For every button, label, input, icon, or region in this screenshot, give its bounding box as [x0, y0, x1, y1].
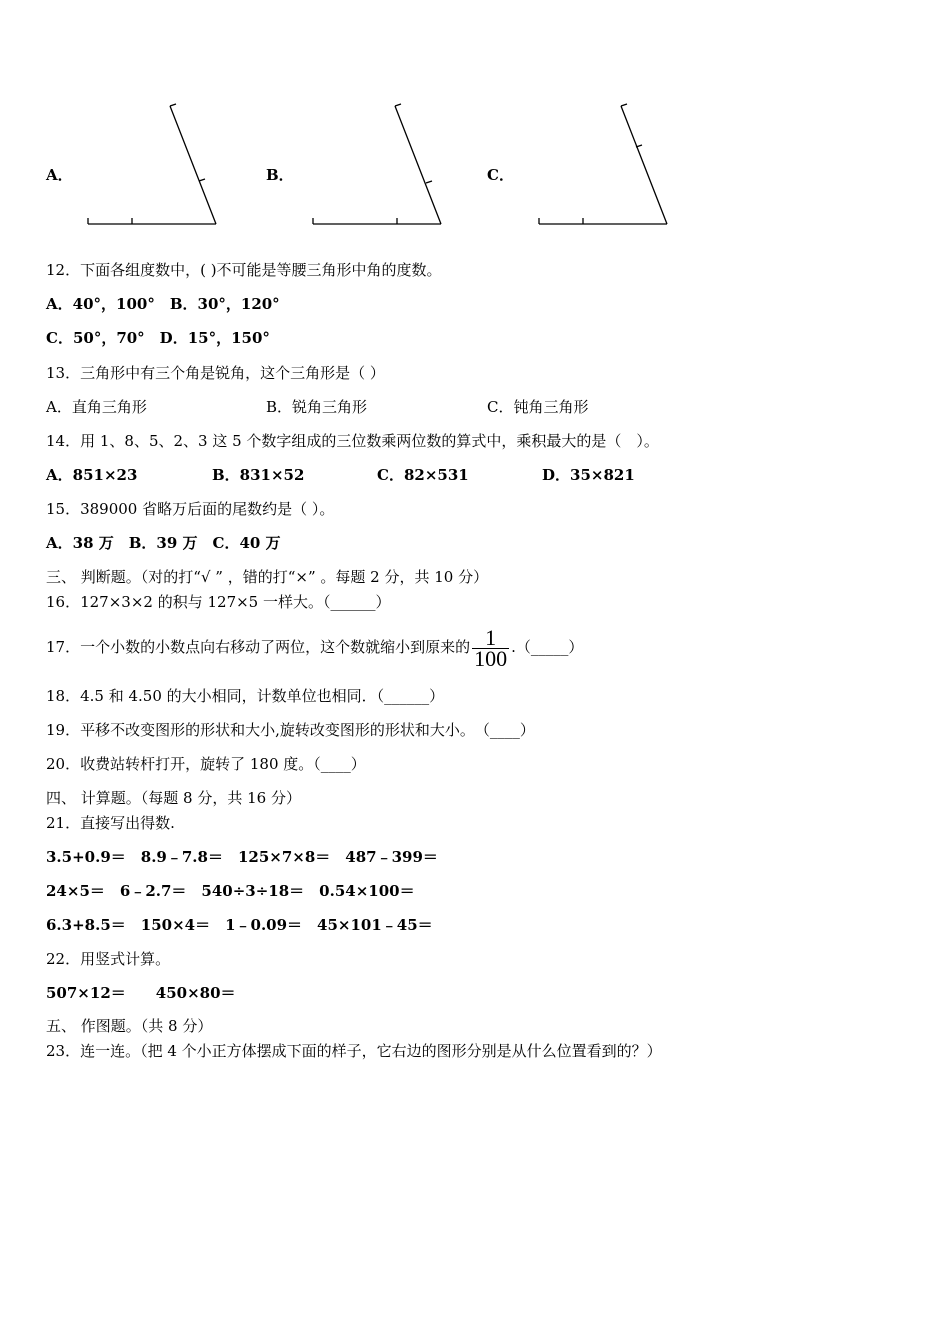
q14-option-c: C．82×531 — [377, 466, 469, 484]
angle-figure-b — [309, 100, 449, 230]
q13-stem: 13．三角形中有三个角是锐角，这个三角形是（ ） — [46, 364, 385, 382]
q15-options: A．38 万 B．39 万 C．40 万 — [46, 534, 281, 552]
q21-row1: 3.5+0.9＝ 8.9﹣7.8＝ 125×7×8＝ 487﹣399＝ — [46, 848, 438, 866]
q21-row2: 24×5＝ 6﹣2.7＝ 540÷3÷18＝ 0.54×100＝ — [46, 882, 415, 900]
q12-options-row2: C．50°，70° D．15°，150° — [46, 329, 270, 347]
angle-figure-a — [84, 100, 224, 230]
option-b-label: B． — [266, 166, 294, 184]
q23-stem: 23．连一连。（把 4 个小正方体摆成下面的样子，它右边的图形分别是从什么位置看到的？） — [46, 1042, 662, 1060]
option-a-label: A． — [46, 166, 73, 184]
q13-option-c: C．钝角三角形 — [487, 398, 589, 416]
q21-row3: 6.3+8.5＝ 150×4＝ 1﹣0.09＝ 45×101﹣45＝ — [46, 916, 433, 934]
q16: 16．127×3×2 的积与 127×5 一样大。（______） — [46, 593, 391, 611]
q20: 20．收费站转杆打开，旋转了 180 度。（____） — [46, 755, 366, 773]
q13-option-b: B．锐角三角形 — [266, 398, 368, 416]
q12-stem: 12．下面各组度数中，( )不可能是等腰三角形中角的度数。 — [46, 261, 442, 279]
q14-option-b: B．831×52 — [212, 466, 305, 484]
fraction-denominator: 100 — [474, 645, 508, 671]
q17-tail: .（_____） — [511, 638, 584, 656]
q17 — [46, 624, 584, 671]
q14-option-d: D．35×821 — [542, 466, 635, 484]
q12-options-row1: A．40°，100° B．30°，120° — [46, 295, 280, 313]
q13-option-a: A．直角三角形 — [46, 398, 147, 416]
section-4-heading: 四、 计算题。（每题 8 分，共 16 分） — [46, 789, 301, 807]
q19: 19．平移不改变图形的形状和大小,旋转改变图形的形状和大小。 （____） — [46, 721, 535, 739]
q15-stem: 15．389000 省略万后面的尾数约是（ ）。 — [46, 500, 335, 518]
q22-row1: 507×12＝ 450×80＝ — [46, 984, 236, 1002]
q22-stem: 22．用竖式计算。 — [46, 950, 171, 968]
q17-stem: 17．一个小数的小数点向右移动了两位，这个数就缩小到原来的 — [46, 638, 471, 656]
q14-stem: 14．用 1、8、5、2、3 这 5 个数字组成的三位数乘两位数的算式中，乘积最大的是（ ）。 — [46, 432, 659, 450]
fraction-numerator: 1 — [485, 624, 497, 650]
section-5-heading: 五、 作图题。（共 8 分） — [46, 1017, 213, 1035]
option-c-label: C． — [487, 166, 514, 184]
q21-stem: 21．直接写出得数. — [46, 814, 175, 832]
q14-option-a: A．851×23 — [46, 466, 138, 484]
angle-figure-c — [535, 100, 675, 230]
fraction-one-hundredth — [472, 624, 509, 671]
section-3-heading: 三、 判断题。（对的打“√ ” ，错的打“×” 。每题 2 分，共 10 分） — [46, 568, 489, 586]
q18: 18．4.5 和 4.50 的大小相同，计数单位也相同．（______） — [46, 687, 445, 705]
